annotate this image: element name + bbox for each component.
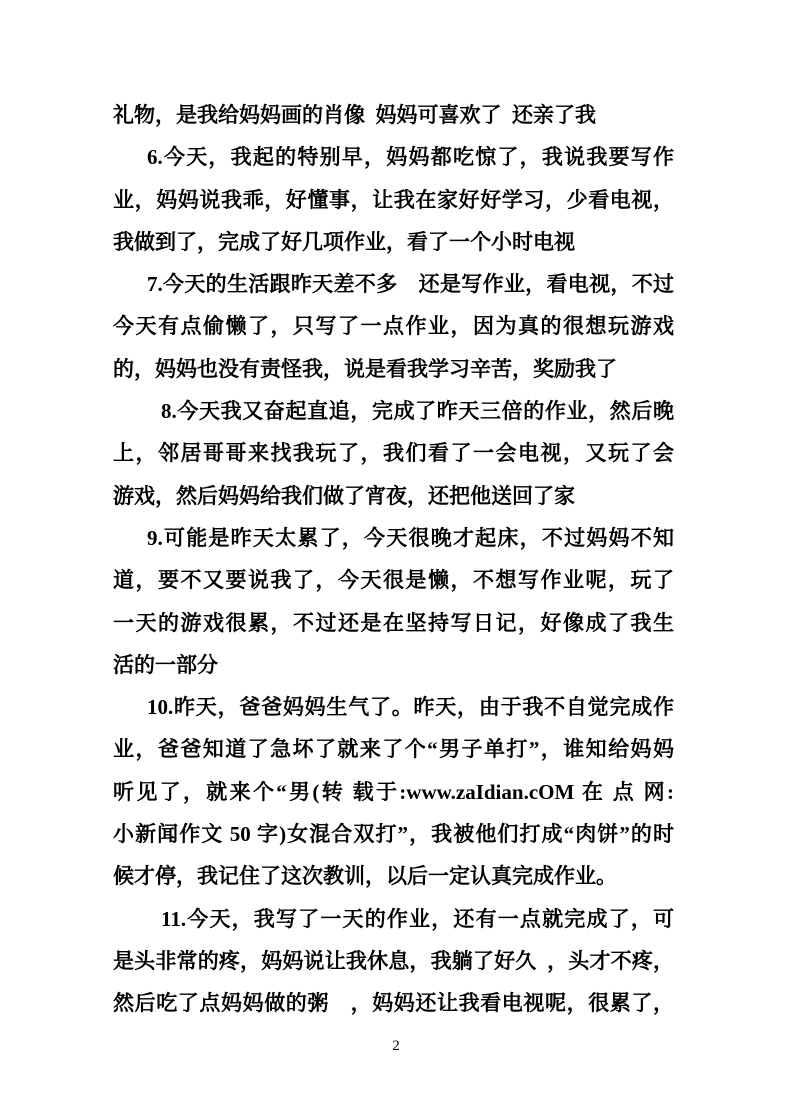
- text-line: 小新闻作文 50 字)女混合双打”，我被他们打成“肉饼”的时: [113, 822, 674, 847]
- text-line: 我做到了，完成了好几项作业，看了一个小时电视: [113, 229, 575, 254]
- text-line: 业，爸爸知道了急坏了就来了个“男子单打”，谁知给妈妈: [113, 737, 674, 762]
- text-line: 11.今天，我写了一天的作业，还有一点就完成了，可: [161, 906, 674, 931]
- document-text: [113, 94, 674, 1025]
- text-line: 7.今天的生活跟昨天差不多 还是写作业，看电视，不过: [147, 272, 674, 297]
- text-line: 候才停，我记住了这次教训，以后一定认真完成作业。: [113, 864, 617, 889]
- text-line: 礼物，是我给妈妈画的肖像 妈妈可喜欢了 还亲了我: [113, 103, 596, 127]
- text-line: 9.可能是昨天太累了，今天很晚才起床，不过妈妈不知: [147, 525, 674, 550]
- text-line: 业，妈妈说我乖，好懂事，让我在家好好学习，少看电视，: [113, 187, 674, 212]
- text-line: 道，要不又要说我了，今天很是懒，不想写作业呢，玩了: [113, 568, 674, 593]
- text-line: 6.今天，我起的特别早，妈妈都吃惊了，我说我要写作: [147, 145, 674, 170]
- page-footer: [0, 1036, 792, 1056]
- text-line: 10.昨天，爸爸妈妈生气了。昨天，由于我不自觉完成作: [147, 695, 674, 720]
- text-line: 一天的游戏很累，不过还是在坚持写日记，好像成了我生: [113, 610, 674, 635]
- text-line: 听见了，就来个“男(转 载于:www.zaIdian.cOM 在 点 网:: [113, 779, 674, 804]
- text-line: 游戏，然后妈妈给我们做了宵夜，还把他送回了家: [113, 483, 575, 508]
- text-line: 的，妈妈也没有责怪我，说是看我学习辛苦，奖励我了: [113, 356, 617, 381]
- text-line: 然后吃了点妈妈做的粥 ，妈妈还让我看电视呢，很累了，: [113, 991, 674, 1016]
- text-line: 8.今天我又奋起直追，完成了昨天三倍的作业，然后晚: [161, 399, 674, 424]
- text-line: 今天有点偷懒了，只写了一点作业，因为真的很想玩游戏: [113, 314, 674, 339]
- text-line: 活的一部分: [113, 652, 218, 677]
- text-line: 是头非常的疼，妈妈说让我休息，我躺了好久 ，头才不疼，: [113, 948, 674, 973]
- text-line: 上，邻居哥哥来找我玩了，我们看了一会电视，又玩了会: [113, 441, 674, 466]
- page-number: 2: [392, 1038, 400, 1054]
